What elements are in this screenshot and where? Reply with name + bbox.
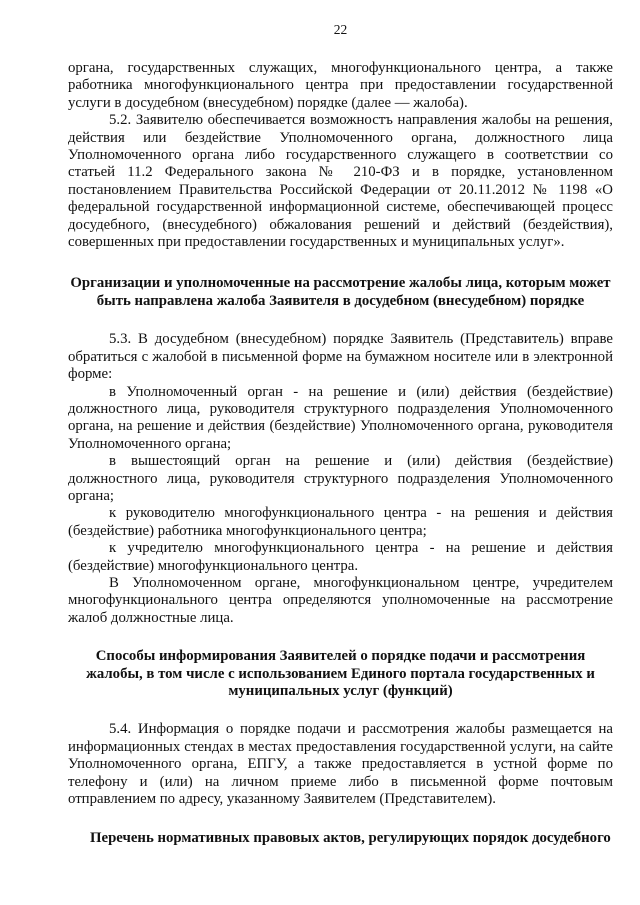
section-heading-regulatory-acts: Перечень нормативных правовых актов, регулирующих порядок досудебного — [90, 830, 611, 847]
paragraph-5-4: 5.4. Информация о порядке подачи и рассмотрения жалобы размещается на информационных стендах в местах предоставления государственной услуги, на сайте Уполномоченного органа, ЕПГУ, а также предоставляется в устной форме по телефону и (или) на личном приеме либо в письменной форме почтовым отправлением по адресу, указанному Заявителем (Представителем). — [68, 721, 613, 808]
list-item: к руководителю многофункционального центра - на решения и действия (бездействие) работника многофункционального центра; — [68, 505, 613, 539]
page-number: 22 — [333, 22, 348, 37]
section-heading-informing-methods: Способы информирования Заявителей о порядке подачи и рассмотрения жалобы, в том числе с использованием Единого портала государственных и муниципальных услуг (функций) — [86, 648, 595, 699]
paragraph-5-2: 5.2. Заявителю обеспечивается возможностъ направления жалобы на решения, действия или бездействие Уполномоченного органа, должностного лица Уполномоченного органа либо государственного служащего в соответствии со статьей 11.2 Федерального закона № 210-ФЗ и в порядке, установленном постановлением Правительства Российской Федерации от 20.11.2012 № 1198 «О федеральной государственной информационной системе, обеспечивающей процесс досудебного, (внесудебного) обжалования решений и действий (бездействия), совершенных при предоставлении государственных и муниципальных услуг». — [68, 112, 613, 251]
section-heading-complaint-bodies: Организации и уполномоченные на рассмотрение жалобы лица, которым может быть направлена жалоба Заявителя в досудебном (внесудебном) порядке — [70, 275, 611, 309]
paragraph-5-3-intro: 5.3. В досудебном (внесудебном) порядке Заявитель (Представитель) вправе обратиться с жалобой в письменной форме на бумажном носителе или в электронной форме: — [68, 331, 613, 383]
list-item: к учредителю многофункционального центра - на решение и действия (бездействие) многофункционального центра. — [68, 540, 613, 574]
list-item: в вышестоящий орган на решение и (или) действия (бездействие) должностного лица, руководителя структурного подразделения Уполномоченного органа; — [68, 453, 613, 504]
paragraph-5-3-closing: В Уполномоченном органе, многофункциональном центре, учредителем многофункционального центра определяются уполномоченные на рассмотрение жалоб должностные лица. — [68, 574, 613, 626]
paragraph-continuation: органа, государственных служащих, многофункционального центра, а также работника многофункционального центра при предоставлении государственной услуги в досудебном (внесудебном) порядке (далее — жалоба). — [68, 60, 613, 111]
list-item: в Уполномоченный орган - на решение и (или) действия (бездействие) должностного лица, руководителя структурного подразделения Уполномоченного органа, на решение и действия (бездействие) Уполномоченного органа, руководителя Уполномоченного органа; — [68, 383, 613, 452]
